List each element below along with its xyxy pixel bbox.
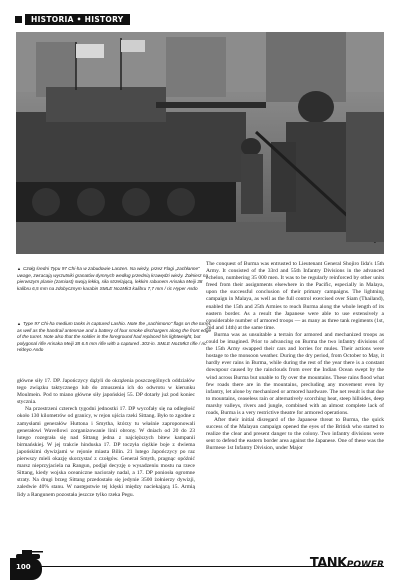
photo-caption-polish (17, 266, 213, 292)
article-column-polish (17, 378, 195, 499)
section-header (15, 14, 130, 25)
paragraph: główne siły 17. DP. Japończycy dążyli do okrążenia poszczególnych oddziałów tego związku taktycznego lub do zmuszenia ich do odwrotu w kierunku Moulmein. Pod to miano główne siły japońskiej 55. DP dotarły już pod koniec stycznia. (17, 378, 195, 406)
photo-caption-english (17, 321, 213, 354)
caption-polish-text: Czołg średni Typu 97 Chi-ha w zabudowie Lanzen. Na wieży, przez Flagi „zachłanne" uwage, zwracają wyrzutniki granatów dymnych według przednią krawędzi wieży. Żołnierz na pierwszym planie (zamiast) swoją lekką, siła strzelającą, lekkim rabunem Arisaka Meiji 38 kalibru 6,5 mm na zdobycznym karabin SMLE No1Mk3 kalibru 7,7 mm / ric Hyper Asdo (17, 266, 209, 291)
paragraph: Na przestrzeni czterech tygodni jednostki 17. DP wycofały się na odległość około 130 kilometrów od granicy, w rejon ujścia rzeki Sittang. Było to zgodne z zamysłami generałów Huttona i Smytha, którzy tu właśnie zaproponowali generałowi Wavellowi zorganizowanie linii obrony. W dniach od 20 do 23 lutego rozegrała się nad Sittang jedna z najcięższych bitew kampanii birmańskiej. W jej trakcie hinduska 17. DP toczyła ciężkie boje z dwiema japońskimi dywizjami w rejonie miasta Bilin. 21 lutego Japończycy po raz pierwszy mieli okazję skorzystać z czołgów. Generał Smyth, pragnąc opóźnić marsz nieprzyjaciela na Rangun, podjął decyzję o wysadzeniu mostu na rzece Sittang, kiedy wojska oceaniczne naciorały nadal, a 17. DP poniosła ogromne straty. Na drugi brzeg Sittang przedostało się jedynie 3500 żołnierzy dywizji, zaledwie 40% stanu. W następstwie tej klęski między naciekającą 15. Armią Iidy a Rangunem pozostała jeszcze tylko rzeka Pegu. (17, 406, 195, 498)
paragraph: Burma was as unsuitable a terrain for armored and mechanized troops as could be imagined. Prior to advancing on Burma the two infantry divisions of the 15th Army swapped their cars and lorries for mules. Their actions were hostage to the monsoon weather. During the dry period, from October to May, it hardly ever rains in Burma, while during the rest of the year there is a constant downpour caused by the rainclouds from over the Indian Ocean swept by the wind across Burma but unable to fly over the mountains. These rains flood what few roads there are in the mountains, precluding any movement even by infantry, let alone by mechanized or armored hardware. The net result is that due to mountains, ceaseless rain or alternatively scorching heat, steep hillsides, deep marshy valleys, rivers and jungle, combined with an almost complete lack of roads, Burma is a very restrictive theatre for armored operations. (206, 331, 384, 416)
magazine-logo (310, 554, 384, 570)
paragraph: The conquest of Burma was entrusted to Lieutenant General Shojiro Iida's 15th Army. It consisted of the 33rd and 55th Infantry Divisions in the advanced echelon, numbering 35 000 men. It was to be regularly reinforced by other units freed from their assignments elsewhere in the Pacific, especially in Malaya, upon the successful conclusion of their primary campaigns. The lightning campaign in Malaya, as well as the full control exercised over Siam (Thailand), enabled the 15th and 25th Armies to reach Burma along the whole length of its eastern border. As a result the Japanese were able to use extensively a considerable number of armored troops — as many as three tank regiments (1st, 2nd and 14th) at the same time. (206, 261, 384, 331)
paragraph: After their initial disregard of the Japanese threat to Burma, the quick success of the Malayan campaign opened the eyes of the British who started to realize the clear and present danger to the colony. Two infantry divisions were sent to defend the eastern border area against the Japanese. One of these was the Burmese 1st Infantry Division, under Major (206, 417, 384, 452)
tank-silhouette-icon (14, 548, 44, 560)
logo-tank-text: TANK (309, 556, 347, 571)
photo-tank-soldiers (16, 32, 384, 254)
header-marker (15, 16, 22, 23)
photo-tank-soldiers-icon (16, 32, 384, 254)
article-column-english (206, 261, 384, 453)
caption-english-text: Type 97 Chi-ha medium tanks in captured Lashio. Note the „sachimono" flags on the turret, as well as the handrail antennae and a battery of four smoke dischargers along the front edge of the turret. Note also that the soldier in the foreground had replaced his lightweight, but polygonal rifle Arisaka Meiji 38 6.5 mm rifle with a captured .303-in. SMLE No1Mk3 rifle / ric Hideyo Asdo (17, 321, 212, 353)
page-number: 100 (16, 563, 31, 571)
caption-bullet-icon: ▲ (17, 266, 21, 271)
section-title: HISTORIA • HISTORY (25, 14, 130, 25)
caption-bullet-icon: ▲ (17, 321, 21, 326)
logo-power-text: POWER (346, 560, 384, 570)
